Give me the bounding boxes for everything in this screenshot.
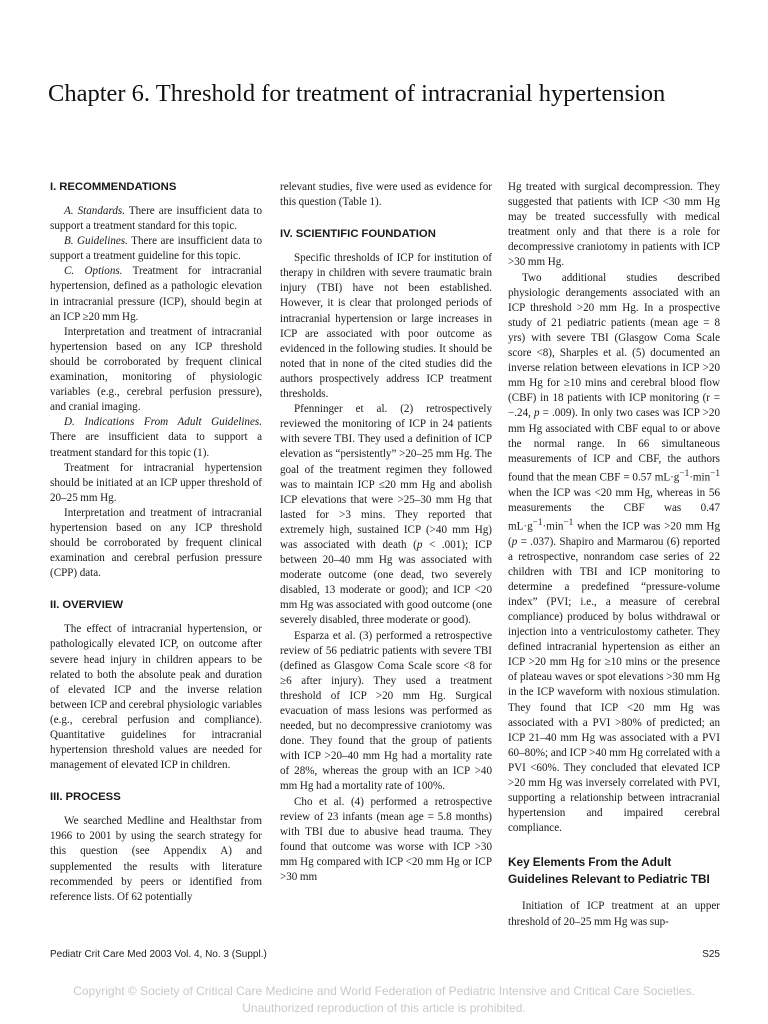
copyright-notice <box>0 983 768 1017</box>
paragraph-adult-indications <box>50 415 262 460</box>
pfenninger-text-b: < .001); ICP between 20–40 mm Hg was associated with moderate outcome (one dead, two severely disabled, 13 moderate or good); and ICP <20 mm Hg was associated with good outcome (one severely disabled, three moderate or good). <box>280 538 492 627</box>
guidelines-lead: B. Guidelines. <box>64 235 128 248</box>
physio-text-b: = .009). In only two cases was ICP >20 mm Hg associated with CBF equal to or above the normal range. In 66 simultaneous measurements of ICP and CBF, the authors found that the mean CBF = 0.57 mL·g <box>508 407 720 484</box>
adult-text: There are insufficient data to support a treatment standard for this topic (1). <box>50 431 262 459</box>
standards-text: There are insufficient data to support a treatment standard for this topic. <box>50 205 262 233</box>
paragraph-scientific-1: Specific thresholds of ICP for institution of therapy in children with severe traumatic brain injury (TBI) have not been established. However, it is clear that prolonged periods of intracranial hypertension or large increases in ICP are associated with poor outcome as evidenced in the following studies. It should be noted that in none of the cited studies did the authors prospectively address ICP treatment thresholds. <box>280 252 492 401</box>
adult-lead: D. Indications From Adult Guidelines. <box>64 416 262 429</box>
paragraph-adult-treatment: Treatment for intracranial hypertension should be initiated at an ICP upper threshold of 20–25 mm Hg. <box>50 461 262 504</box>
superscript: −1 <box>563 517 574 528</box>
paragraph-options <box>50 264 262 324</box>
paragraph-guidelines <box>50 234 262 264</box>
paragraph-overview: The effect of intracranial hypertension, or pathologically elevated ICP, on outcome after severe head injury in children appears to be related to both the absolute peak and duration of elevated ICP and the inverse relation between ICP and cerebral physiologic variables (e.g., cerebral perfusion and compliance). Quantitative guidelines for intracranial hypertension threshold values are needed for management of elevated ICP in children. <box>50 623 262 772</box>
physio-text-c: ·min <box>689 471 711 484</box>
paragraph-interpretation-1: Interpretation and treatment of intracranial hypertension based on any ICP threshold should be corroborated by frequent clinical examination, monitoring of physiologic variables (e.g., cerebral perfusion pressure), and cranial imaging. <box>50 325 262 414</box>
copyright-line-2: Unauthorized reproduction of this article is prohibited. <box>242 1001 526 1015</box>
physio-text-e: ·min <box>542 520 564 533</box>
options-text: Treatment for intracranial hypertension, defined as a pathologic elevation in intracranial pressure (ICP), should begin at an ICP ≥20 mm Hg. <box>50 265 262 323</box>
text-column-3 <box>508 180 720 930</box>
paragraph-process-part2: relevant studies, five were used as evidence for this question (Table 1). <box>280 181 492 209</box>
paragraph-interpretation-2: Interpretation and treatment of intracranial hypertension based on any ICP threshold should be corroborated by frequent clinical examination and cerebral perfusion pressure (CPP) data. <box>50 506 262 580</box>
text-column-2 <box>280 180 492 885</box>
physio-text-f: when the ICP was >20 mm Hg ( <box>508 520 720 548</box>
p-value-label: p <box>416 538 423 551</box>
section-heading-scientific-foundation: IV. SCIENTIFIC FOUNDATION <box>280 228 436 241</box>
physio-text-a: Two additional studies described physiologic derangements associated with an ICP threshold >20 mm Hg. In a prospective study of 21 pediatric patients (mean age = 8 yrs) with severe TBI (Glasgow Coma Scale score <8), Sharples et al. (5) documented an inverse relation between elevations in ICP >20 mm Hg for ≥10 mins and cerebral blood flow (CBF) in 18 patients with ICP monitoring (r = −.24, <box>508 271 720 420</box>
paragraph-key-elements: Initiation of ICP treatment at an upper threshold of 20–25 mm Hg was sup- <box>508 900 720 928</box>
paragraph-pfenninger <box>280 402 492 628</box>
superscript: −1 <box>532 517 543 528</box>
paragraph-esparza: Esparza et al. (3) performed a retrospective review of 56 pediatric patients with severe TBI (defined as Glasgow Coma Scale score <8 for ≥6 after injury). They used a treatment threshold of ICP >20 mm Hg. Surgical evacuation of mass lesions was performed as needed, but no decompressive craniotomy was done. They found that the group of patients with ICP >20–40 mm Hg had a mortality rate of 28%, whereas the group with an ICP >40 mm Hg had a mortality rate of 100%. <box>280 629 492 793</box>
section-heading-process: III. PROCESS <box>50 791 121 804</box>
paragraph-cho-part2: Hg treated with surgical decompression. They suggested that patients with ICP <30 mm Hg may be treated successfully with medical treatment only and that there is a role for decompressive craniotomy in patients with ICP >30 mm Hg. <box>508 181 720 269</box>
physio-text-d: when the ICP was <20 mm Hg, whereas in 56 measurements the CBF was 0.47 mL·g <box>508 486 720 533</box>
section-heading-recommendations: I. RECOMMENDATIONS <box>50 181 177 193</box>
paragraph-process-part1: We searched Medline and Healthstar from 1966 to 2001 by using the search strategy for this question (see Appendix A) and supplemented the results with literature recommended by peers or identified from reference lists. Of 62 potentially <box>50 815 262 903</box>
superscript: −1 <box>710 468 720 479</box>
superscript: −1 <box>679 468 690 479</box>
text-column-1 <box>50 180 262 905</box>
standards-lead: A. Standards. <box>64 205 125 217</box>
paragraph-cho-part1: Cho et al. (4) performed a retrospective review of 23 infants (mean age = 5.8 months) with TBI due to abusive head trauma. They found that outcome was worse with ICP >30 mm Hg compared with ICP <20 mm Hg or ICP >30 mm <box>280 795 492 884</box>
p-value-label: p <box>511 535 518 548</box>
paragraph-physiologic-studies <box>508 271 720 837</box>
paragraph-standards <box>50 204 262 234</box>
guidelines-text: There are insufficient data to support a treatment guideline for this topic. <box>50 235 262 263</box>
journal-citation: Pediatr Crit Care Med 2003 Vol. 4, No. 3 (Suppl.) <box>50 949 267 960</box>
section-heading-overview: II. OVERVIEW <box>50 599 124 612</box>
physio-text-g: = .037). Shapiro and Marmarou (6) reported a retrospective, nonrandom case series of 22 children with TBI and ICP monitoring to determine a predefined “pressure-volume index” (PVI; i.e., a measure of cerebral compliance) produced by bolus withdrawal or injection into a ventriculostomy catheter. They defined intracranial hypertension as either an ICP >20 mm Hg for ≥10 mins or the presence of plateau waves or spot elevations >30 mm Hg in the ICP waveform with noxious stimulation. They found that ICP <20 mm Hg was associated with a PVI >80% of predicted; an ICP 21–40 mm Hg was associated with a PVI 60–80%; and ICP >40 mm Hg correlated with a PVI <60%. They concluded that elevated ICP >20 mm Hg was inversely correlated with PVI, supporting a relationship between intracranial hypertension and impaired cerebral compliance. <box>508 535 720 835</box>
chapter-title: Chapter 6. Threshold for treatment of intracranial hypertension <box>48 80 666 107</box>
page-number: S25 <box>702 949 720 960</box>
section-heading-key-elements: Key Elements From the Adult Guidelines Relevant to Pediatric TBI <box>508 855 710 887</box>
options-lead: C. Options. <box>64 265 123 278</box>
p-value-label: p <box>534 407 540 420</box>
copyright-line-1: Copyright © Society of Critical Care Medicine and World Federation of Pediatric Intensive and Critical Care Societies. <box>73 984 695 998</box>
pfenninger-text-a: Pfenninger et al. (2) retrospectively reviewed the monitoring of ICP in 24 patients with severe TBI. They used a definition of ICP elevation as “persistently” >20–25 mm Hg. The goal of the treatment regimen they followed was to maintain ICP ≤20 mm Hg and abolish ICP elevations that were >25–30 mm Hg that lasted for >3 mins. They reported that extremely high, sustained ICP (>40 mm Hg) was associated with death ( <box>280 403 492 551</box>
